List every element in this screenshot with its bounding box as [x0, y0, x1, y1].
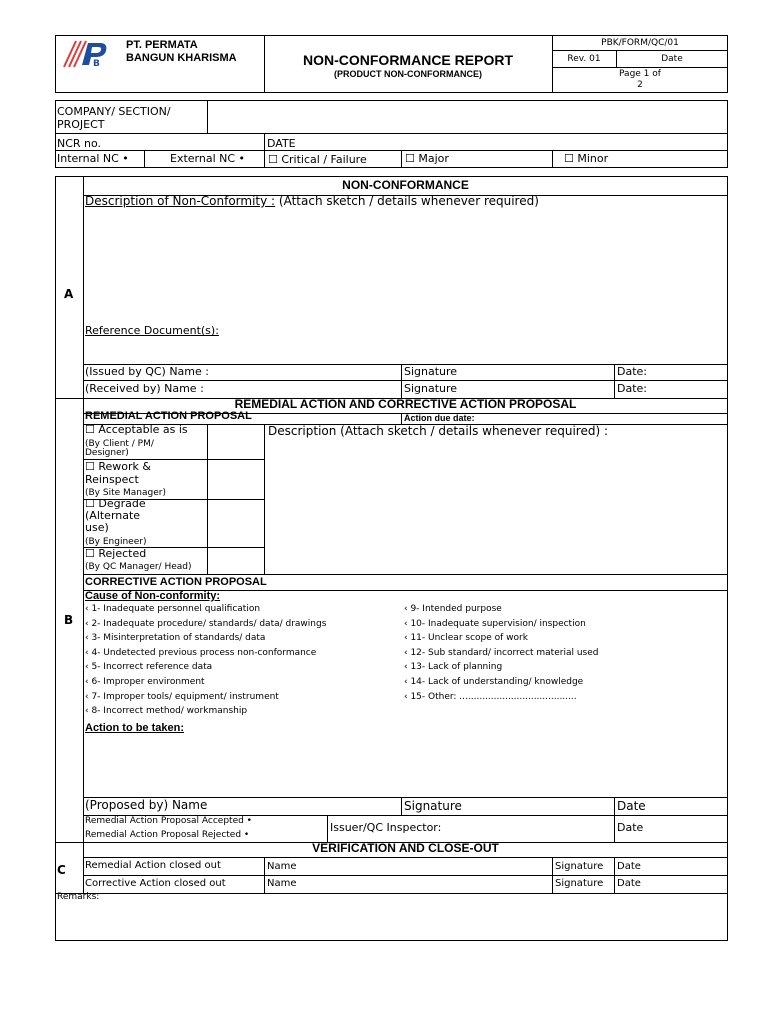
cause-option[interactable]: ‹ 3- Misinterpretation of standards/ data: [85, 633, 266, 643]
remedial-description-label: Description (Attach sketch / details whenever required) :: [268, 424, 608, 438]
remedial-action-proposal-label: REMEDIAL ACTION PROPOSAL: [85, 410, 252, 422]
date-label: DATE: [267, 137, 296, 150]
issuer-date-label: Date: [617, 821, 644, 834]
action-due-date-label: Action due date:: [404, 413, 475, 423]
reference-documents-field[interactable]: [84, 339, 727, 363]
cause-nonconformity-label: Cause of Non-conformity:: [85, 590, 221, 602]
cause-option[interactable]: ‹ 2- Inadequate procedure/ standards/ data/ drawings: [85, 619, 327, 629]
action-to-be-taken-label: Action to be taken:: [85, 722, 185, 734]
description-nonconformity-field[interactable]: [84, 210, 727, 322]
proposed-by-name-label: (Proposed by) Name: [85, 798, 208, 812]
received-date-label: Date:: [617, 382, 647, 395]
cause-option[interactable]: ‹ 5- Incorrect reference data: [85, 662, 213, 672]
company-name-line1: PT. PERMATA: [126, 39, 198, 51]
report-title: NON-CONFORMANCE REPORT: [303, 52, 513, 68]
critical-failure-checkbox[interactable]: ☐ Critical / Failure: [268, 153, 367, 166]
remedial-closed-signature-label: Signature: [555, 861, 604, 872]
corrective-closed-signature-label: Signature: [555, 878, 604, 889]
acceptable-as-is-box[interactable]: [208, 425, 263, 459]
cause-option[interactable]: ‹ 10- Inadequate supervision/ inspection: [404, 619, 586, 629]
remedial-closed-out-label: Remedial Action closed out: [85, 860, 221, 871]
non-conformance-heading: NON-CONFORMANCE: [342, 178, 469, 192]
page-number-line2: 2: [637, 80, 643, 90]
remarks-label: Remarks:: [57, 892, 100, 902]
corrective-closed-name-label: Name: [267, 878, 297, 889]
proposal-accepted-option[interactable]: Remedial Action Proposal Accepted •: [85, 816, 252, 826]
rework-reinspect-checkbox[interactable]: ☐ Rework &: [85, 460, 151, 473]
received-by-name-label: (Received by) Name :: [85, 382, 204, 395]
issued-by-name-label: (Issued by QC) Name :: [85, 365, 209, 378]
remedial-closed-name-label: Name: [267, 861, 297, 872]
ncr-number-label: NCR no.: [57, 137, 102, 150]
external-nc-option[interactable]: External NC •: [170, 152, 246, 165]
degrade-authority: (By Engineer): [85, 537, 147, 547]
corrective-action-proposal-label: CORRECTIVE ACTION PROPOSAL: [85, 576, 267, 588]
cause-option[interactable]: ‹ 15- Other: .........................................: [404, 692, 577, 702]
rejected-checkbox[interactable]: ☐ Rejected: [85, 547, 147, 560]
report-subtitle: (PRODUCT NON-CONFORMANCE): [334, 69, 482, 79]
cause-option[interactable]: ‹ 8- Incorrect method/ workmanship: [85, 706, 248, 716]
company-section-label: COMPANY/ SECTION/: [57, 105, 171, 118]
proposed-signature-label: Signature: [404, 799, 462, 813]
rejected-authority: (By QC Manager/ Head): [85, 562, 192, 572]
cause-option[interactable]: ‹ 7- Improper tools/ equipment/ instrument: [85, 692, 279, 702]
cause-option[interactable]: ‹ 13- Lack of planning: [404, 662, 503, 672]
issued-signature-label: Signature: [404, 365, 458, 378]
company-name-line2: BANGUN KHARISMA: [126, 52, 237, 64]
remarks-field[interactable]: [56, 904, 727, 940]
section-b-letter: B: [64, 613, 74, 627]
cause-option[interactable]: ‹ 12- Sub standard/ incorrect material used: [404, 648, 599, 658]
page-number-line1: Page 1 of: [619, 69, 661, 79]
form-number: PBK/FORM/QC/01: [601, 38, 679, 48]
corrective-closed-date-label: Date: [617, 878, 641, 889]
section-c-letter: C: [57, 863, 66, 877]
cause-option[interactable]: ‹ 9- Intended purpose: [404, 604, 502, 614]
rejected-box[interactable]: [208, 548, 263, 573]
acceptable-as-is-authority-line2: Designer): [85, 448, 129, 458]
revision-label: Rev. 01: [567, 54, 601, 64]
cause-option[interactable]: ‹ 11- Unclear scope of work: [404, 633, 528, 643]
cause-option[interactable]: ‹ 6- Improper environment: [85, 677, 205, 687]
header-date-label: Date: [661, 54, 683, 64]
proposal-rejected-option[interactable]: Remedial Action Proposal Rejected •: [85, 830, 250, 840]
ncr-number-field[interactable]: [120, 134, 263, 150]
degrade-label-line3: use): [85, 521, 109, 534]
degrade-checkbox[interactable]: ☐ Degrade: [85, 497, 146, 510]
remedial-description-field[interactable]: [265, 440, 727, 573]
rework-reinspect-authority: (By Site Manager): [85, 488, 166, 498]
remedial-corrective-heading: REMEDIAL ACTION AND CORRECTIVE ACTION PROPOSAL: [234, 397, 577, 411]
company-section-field[interactable]: [208, 101, 727, 133]
issued-date-label: Date:: [617, 365, 647, 378]
section-a-letter: A: [64, 287, 74, 301]
project-label: PROJECT: [57, 118, 105, 131]
internal-nc-option[interactable]: Internal NC •: [57, 152, 129, 165]
pbk-logo-icon: [62, 39, 112, 69]
minor-checkbox[interactable]: ☐ Minor: [564, 152, 609, 165]
svg-text:B: B: [93, 59, 100, 69]
description-nonconformity-label: Description of Non-Conformity : (Attach sketch / details whenever required): [85, 194, 539, 208]
issuer-qc-inspector-label: Issuer/QC Inspector:: [330, 821, 442, 834]
major-checkbox[interactable]: ☐ Major: [405, 152, 449, 165]
degrade-label-line2: (Alternate: [85, 509, 141, 522]
cause-option[interactable]: ‹ 1- Inadequate personnel qualification: [85, 604, 261, 614]
remedial-closed-date-label: Date: [617, 861, 641, 872]
cause-option[interactable]: ‹ 4- Undetected previous process non-conformance: [85, 648, 317, 658]
degrade-box[interactable]: [208, 500, 263, 547]
corrective-closed-out-label: Corrective Action closed out: [85, 878, 226, 889]
received-signature-label: Signature: [404, 382, 458, 395]
reference-documents-label: Reference Document(s):: [85, 324, 219, 337]
acceptable-as-is-authority: (By Client / PM/: [85, 439, 154, 449]
verification-closeout-heading: VERIFICATION AND CLOSE-OUT: [312, 841, 499, 855]
action-to-be-taken-field[interactable]: [84, 737, 727, 796]
proposed-date-label: Date: [617, 799, 646, 813]
rework-reinspect-label-line2: Reinspect: [85, 473, 139, 486]
acceptable-as-is-checkbox[interactable]: ☐ Acceptable as is: [85, 423, 188, 436]
date-field[interactable]: [300, 134, 727, 150]
cause-option[interactable]: ‹ 14- Lack of understanding/ knowledge: [404, 677, 584, 687]
action-due-date-field[interactable]: [490, 414, 727, 424]
rework-reinspect-box[interactable]: [208, 460, 263, 499]
